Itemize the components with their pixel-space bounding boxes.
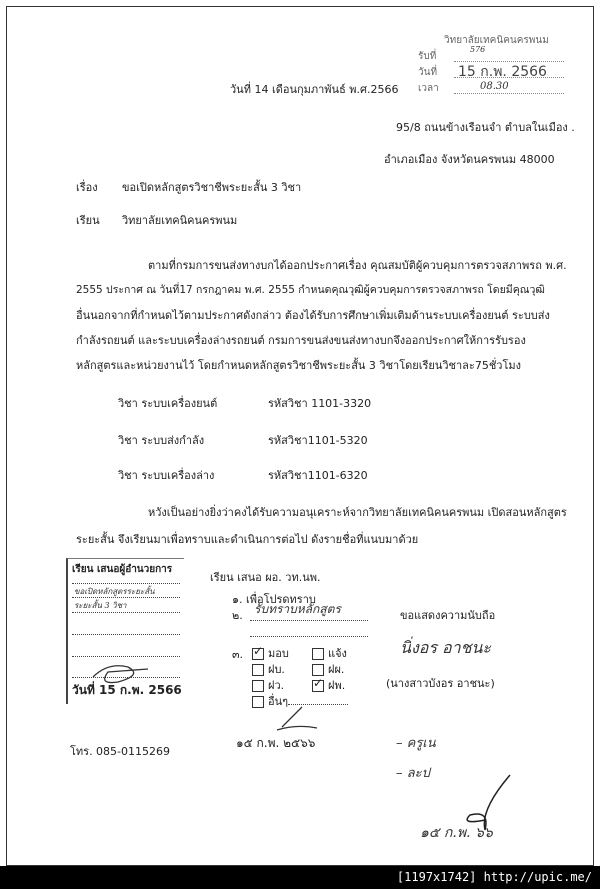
option-label: ฝผ. xyxy=(328,663,345,676)
date-label: วันที่ xyxy=(418,67,438,78)
routing-title: เรียน เสนอ ผอ. วท.นพ. xyxy=(210,571,321,584)
director-note: ขอเปิดหลักสูตรระยะสั้น xyxy=(74,587,155,596)
body-line: กำลังรถยนต์ และระบบเครื่องล่างรถยนต์ กรมการขนส่งขนส่งทางบกจึงออกประกาศให้การรับรอง xyxy=(76,334,526,347)
body-line: 2555 ประกาศ ณ วันที่17 กรกฎาคม พ.ศ. 2555 กำหนดคุณวุฒิผู้ควบคุมการตรวจสภาพรถ โดยมีคุณวุฒิ xyxy=(76,284,545,296)
received-no: 576 xyxy=(470,45,486,54)
body-line: ตามที่กรมการขนส่งทางบกได้ออกประกาศเรื่อง คุณสมบัติผู้ควบคุมการตรวจสภาพรถ พ.ศ. xyxy=(148,259,567,272)
option-label: อื่นๆ xyxy=(268,695,289,708)
option-label: ฝพ. xyxy=(328,679,346,692)
checkbox[interactable] xyxy=(252,680,264,692)
to-label: เรียน xyxy=(76,214,100,227)
received-time: 08.30 xyxy=(480,81,509,92)
body-line: อื่นนอกจากที่กำหนดไว้ตามประกาศดังกล่าว ต้องได้รับการศึกษาเพิ่มเติมด้านระบบเครื่องยนต์ ระบบส่ง xyxy=(76,309,550,322)
body-line: หลักสูตรและหน่วยงานไว้ โดยกำหนดหลักสูตรวิชาชีพระยะสั้น 3 วิชาโดยเรียนวิชาละ75ชั่วโมง xyxy=(76,359,522,372)
course-code: รหัสวิชา 1101-3320 xyxy=(268,397,372,410)
director-stamp xyxy=(66,558,184,704)
received-no-label: รับที่ xyxy=(418,51,437,62)
annotation: – ละป xyxy=(396,766,430,781)
routing-item-2-note: รับทราบหลักสูตร xyxy=(254,602,341,616)
routing-item-3-no: ๓. xyxy=(232,648,244,661)
time-label: เวลา xyxy=(418,83,439,94)
signer-signature: นิ่งอร อาชนะ xyxy=(400,638,492,657)
address-line-2: อำเภอเมือง จังหวัดนครพนม 48000 xyxy=(384,153,555,166)
letter-date: วันที่ 14 เดือนกุมภาพันธ์ พ.ศ.2566 xyxy=(230,83,399,96)
director-stamp-date: วันที่ 15 ก.พ. 2566 xyxy=(72,683,182,697)
checkbox[interactable] xyxy=(312,664,324,676)
stamp-org: วิทยาลัยเทคนิคนครพนม xyxy=(444,35,549,46)
director-note: ระยะสั้น 3 วิชา xyxy=(74,601,127,610)
received-date: 15 ก.พ. 2566 xyxy=(458,64,547,80)
course-code: รหัสวิชา1101-6320 xyxy=(268,469,368,482)
to-text: วิทยาลัยเทคนิคนครพนม xyxy=(122,214,238,227)
closing-line: หวังเป็นอย่างยิ่งว่าคงได้รับความอนุเคราะห์จากวิทยาลัยเทคนิคนครพนม เปิดสอนหลักสูตร xyxy=(148,506,567,519)
routing-signature xyxy=(272,702,322,732)
course-code: รหัสวิชา1101-5320 xyxy=(268,434,368,447)
option-label: แจ้ง xyxy=(328,647,347,660)
phone: โทร. 085-0115269 xyxy=(70,745,171,758)
course-subject: วิชา ระบบเครื่องยนต์ xyxy=(118,397,218,410)
annotation: – ครูเน xyxy=(396,736,436,751)
checkbox[interactable] xyxy=(252,664,264,676)
course-subject: วิชา ระบบส่งกำลัง xyxy=(118,434,205,447)
course-subject: วิชา ระบบเครื่องล่าง xyxy=(118,469,215,482)
checkbox[interactable] xyxy=(252,648,264,660)
closing-regards: ขอแสดงความนับถือ xyxy=(400,609,496,622)
checkbox[interactable] xyxy=(312,680,324,692)
option-label: มอบ xyxy=(268,647,289,660)
annotation: ๑๕ ก.พ. ๖๖ xyxy=(420,825,493,841)
option-label: ฝว. xyxy=(268,679,285,692)
checkbox[interactable] xyxy=(252,696,264,708)
routing-date: ๑๕ ก.พ. ๒๕๖๖ xyxy=(236,736,316,750)
signer-name: (นางสาวบังอร อาชนะ) xyxy=(386,677,495,690)
footer-bar xyxy=(0,866,600,889)
director-stamp-title: เรียน เสนอผู้อำนวยการ xyxy=(72,564,173,575)
footer-text: [1197x1742] http://upic.me/ xyxy=(396,870,592,884)
address-line-1: 95/8 ถนนข้างเรือนจำ ตำบลในเมือง . xyxy=(396,121,575,134)
subject-text: ขอเปิดหลักสูตรวิชาชีพระยะสั้น 3 วิชา xyxy=(122,181,302,194)
routing-item-2-no: ๒. xyxy=(232,609,243,622)
routing-item-1: ๑. เพื่อโปรดทราบ xyxy=(232,593,316,606)
option-label: ฝบ. xyxy=(268,663,285,676)
subject-label: เรื่อง xyxy=(76,181,98,194)
closing-line: ระยะสั้น จึงเรียนมาเพื่อทราบและดำเนินการต่อไป ดังรายชื่อที่แนบมาด้วย xyxy=(76,533,419,546)
checkbox[interactable] xyxy=(312,648,324,660)
